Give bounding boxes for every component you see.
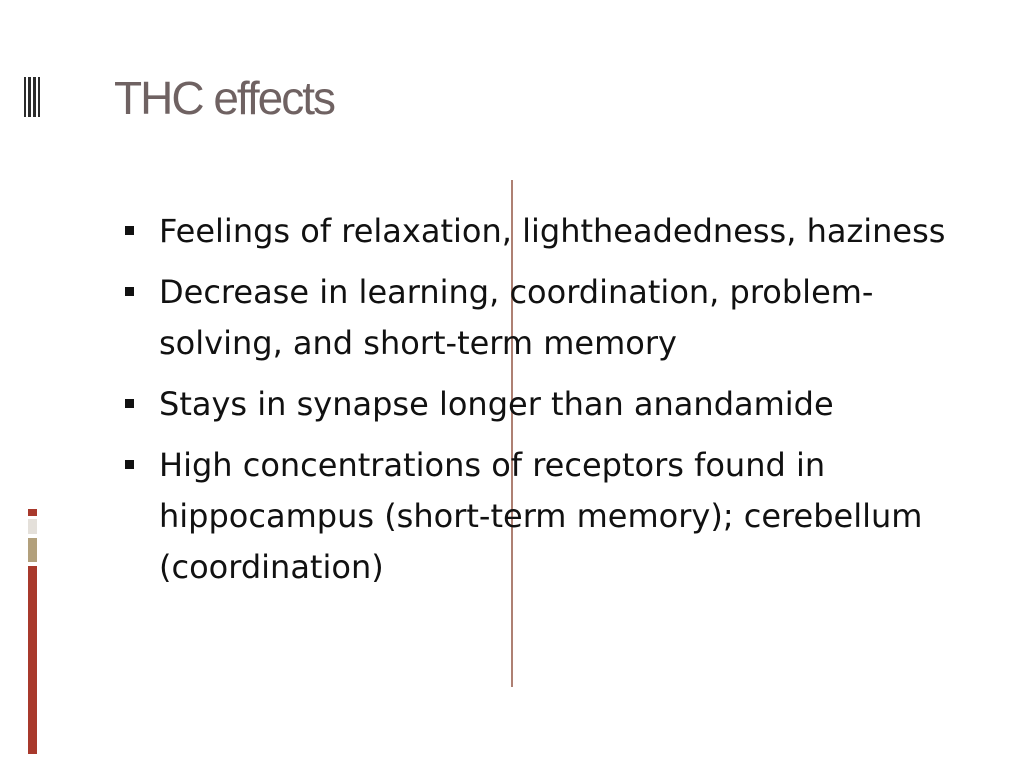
side-accent-bar bbox=[28, 538, 37, 562]
title-accent-bar bbox=[24, 77, 26, 117]
square-bullet-icon bbox=[125, 460, 134, 469]
title-accent-bar bbox=[28, 77, 31, 117]
side-accent-bar bbox=[28, 509, 37, 516]
bullet-item bbox=[122, 267, 972, 369]
title-accent-bar bbox=[33, 77, 36, 117]
side-accent-bar bbox=[28, 566, 37, 754]
title-accent-bars bbox=[24, 77, 40, 117]
title-accent-bar bbox=[38, 77, 40, 117]
side-accent-bar bbox=[28, 519, 37, 534]
bullet-text: Decrease in learning, coordination, problem-solving, and short-term memory bbox=[159, 273, 874, 362]
bullet-item bbox=[122, 379, 972, 430]
bullet-list bbox=[122, 206, 972, 603]
bullet-item bbox=[122, 440, 972, 593]
square-bullet-icon bbox=[125, 399, 134, 408]
bullet-text: High concentrations of receptors found in hippocampus (short-term memory); cerebellum (coordination) bbox=[159, 446, 923, 586]
bullet-item bbox=[122, 206, 972, 257]
square-bullet-icon bbox=[125, 287, 134, 296]
bullet-text: Stays in synapse longer than anandamide bbox=[159, 385, 834, 423]
bullet-text: Feelings of relaxation, lightheadedness, haziness bbox=[159, 212, 946, 250]
square-bullet-icon bbox=[125, 226, 134, 235]
slide-title: THC effects bbox=[114, 72, 334, 124]
